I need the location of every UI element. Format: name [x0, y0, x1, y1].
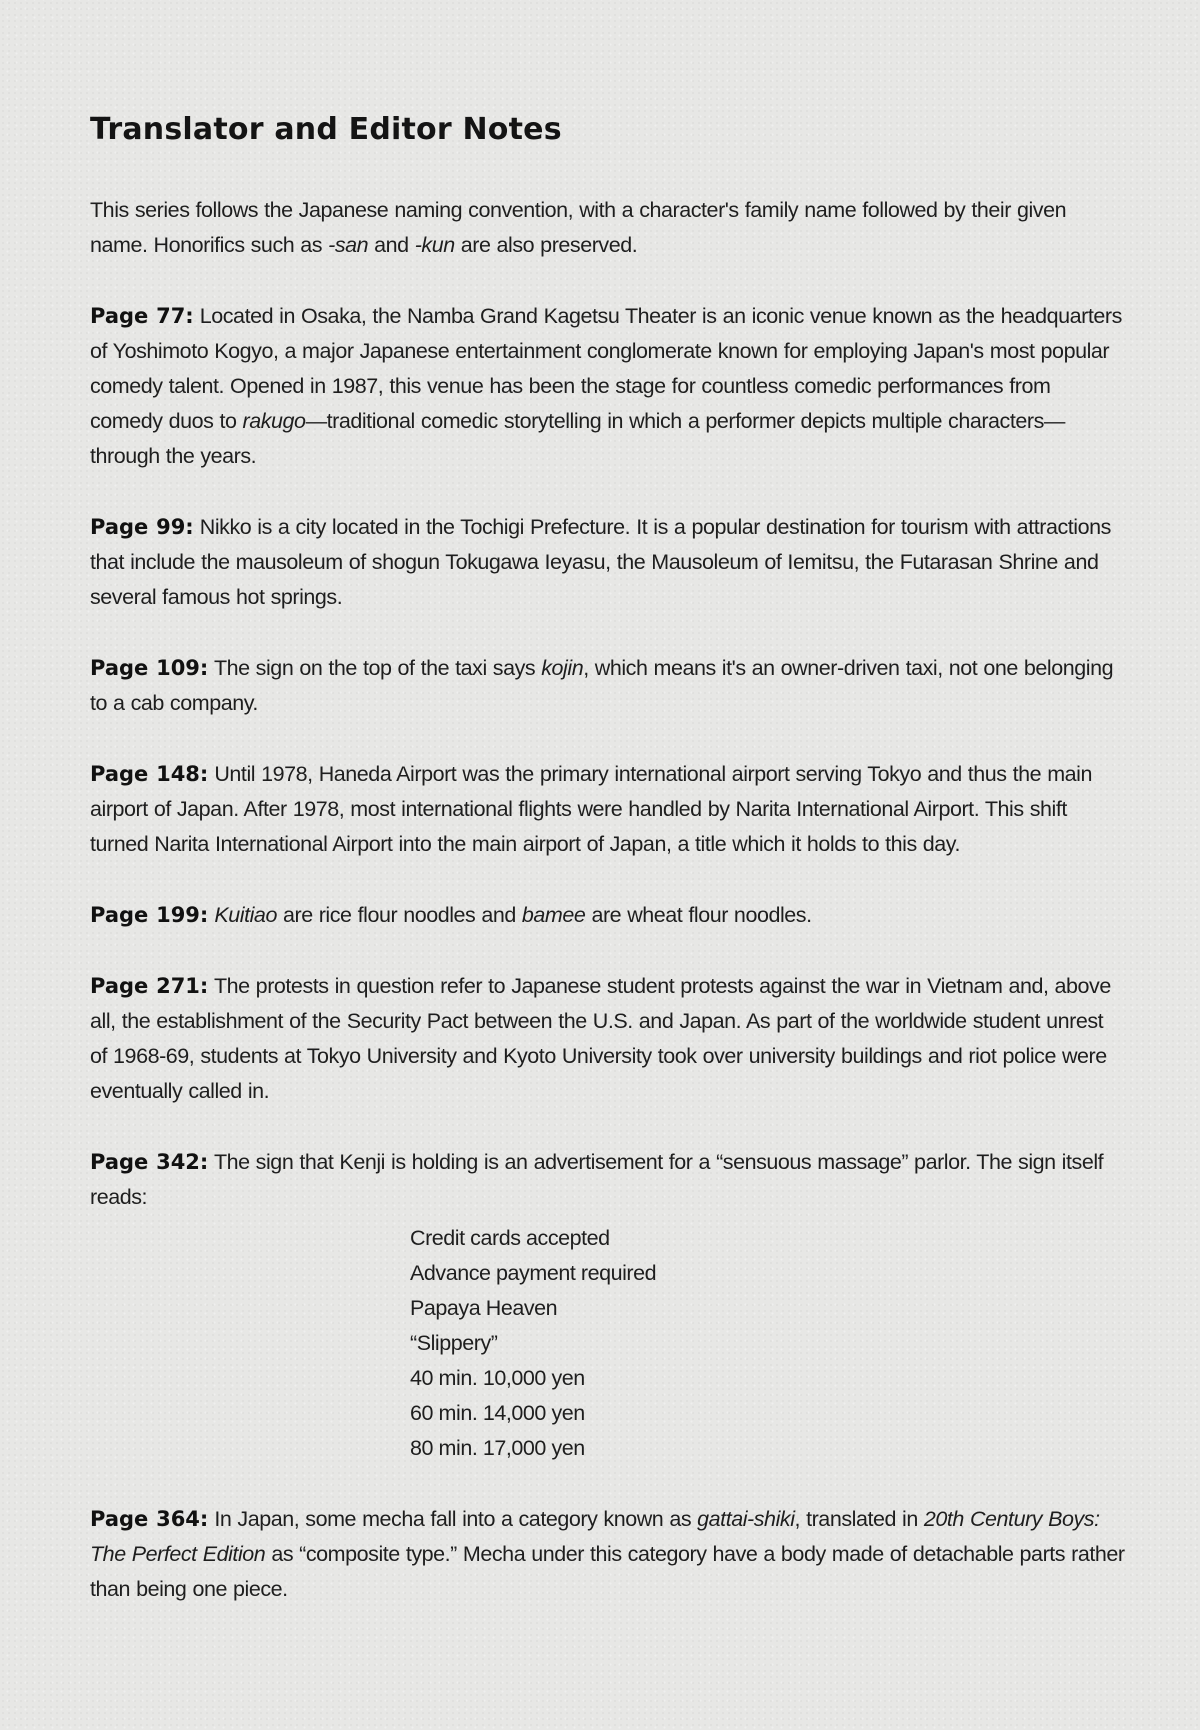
- intro-text-1: This series follows the Japanese naming convention, with a character's family name followed by their given name. Honorifics such as: [90, 198, 1067, 257]
- note-text: Nikko is a city located in the Tochigi Prefecture. It is a popular destination for tourism with attractions that include the mausoleum of shogun Tokugawa Ieyasu, the Mausoleum of Iemitsu, the Futarasan Shrine and several famous hot springs.: [90, 515, 1111, 609]
- note-text: Until 1978, Haneda Airport was the primary international airport serving Tokyo and thus the main airport of Japan. After 1978, most international flights were handled by Narita International Airport. This shift turned Narita International Airport into the main airport of Japan, a title which it holds to this day.: [90, 762, 1092, 856]
- note-text: as “composite type.” Mecha under this category have a body made of detachable parts rather than being one piece.: [90, 1542, 1125, 1601]
- note-page-342: [90, 1145, 1125, 1215]
- intro-italic-kun: -kun: [414, 233, 455, 257]
- note-text: The protests in question refer to Japanese student protests against the war in Vietnam and, above all, the establishment of the Security Pact between the U.S. and Japan. As part of the worldwide student unrest of 1968-69, students at Tokyo University and Kyoto University took over university buildings and riot police were eventually called in.: [90, 974, 1111, 1103]
- sign-line: 40 min. 10,000 yen: [410, 1366, 585, 1390]
- note-text: —traditional comedic storytelling in which a performer depicts multiple characters—through the years.: [90, 409, 1065, 468]
- note-page-99: [90, 510, 1125, 615]
- notes-page: [90, 112, 1125, 1643]
- note-page-148: [90, 757, 1125, 862]
- note-italic: kojin: [541, 656, 584, 680]
- intro-paragraph: [90, 193, 1125, 263]
- note-text: , which means it's an owner-driven taxi, not one belonging to a cab company.: [90, 656, 1114, 715]
- note-text: are wheat flour noodles.: [585, 903, 812, 927]
- note-page-271: [90, 969, 1125, 1109]
- note-text: are rice flour noodles and: [276, 903, 522, 927]
- page-ref-label: Page 271:: [90, 974, 209, 998]
- page-ref-label: Page 364:: [90, 1507, 209, 1531]
- page-ref-label: Page 109:: [90, 656, 209, 680]
- page-title: Translator and Editor Notes: [90, 112, 562, 147]
- note-page-77: [90, 299, 1125, 474]
- note-text: The sign on the top of the taxi says: [208, 656, 542, 680]
- note-page-364: [90, 1502, 1125, 1607]
- page-ref-label: Page 99:: [90, 515, 194, 539]
- note-text: Located in Osaka, the Namba Grand Kagetsu Theater is an iconic venue known as the headquarters of Yoshimoto Kogyo, a major Japanese entertainment conglomerate known for employing Japan's most popular comedy talent. Opened in 1987, this venue has been the stage for countless comedic performances from comedy duos to: [90, 304, 1122, 433]
- note-text: , translated in: [794, 1507, 924, 1531]
- intro-text-3: are also preserved.: [454, 233, 638, 257]
- note-page-109: [90, 651, 1125, 721]
- note-italic: bamee: [521, 903, 586, 927]
- page-ref-label: Page 77:: [90, 304, 194, 328]
- note-italic: gattai-shiki: [697, 1507, 795, 1531]
- page-ref-label: Page 148:: [90, 762, 209, 786]
- note-italic: 20th Century Boys: The Perfect Edition: [90, 1507, 1100, 1566]
- page-ref-label: Page 199:: [90, 903, 209, 927]
- sign-line: 60 min. 14,000 yen: [410, 1401, 585, 1425]
- intro-text-2: and: [368, 233, 415, 257]
- sign-line: 80 min. 17,000 yen: [410, 1436, 585, 1460]
- note-italic: Kuitiao: [214, 903, 277, 927]
- sign-text-list: [410, 1221, 1125, 1466]
- sign-line: “Slippery”: [410, 1331, 498, 1355]
- sign-line: Credit cards accepted: [410, 1226, 610, 1250]
- note-page-199: [90, 898, 1125, 933]
- sign-line: Advance payment required: [410, 1261, 657, 1285]
- intro-italic-san: -san: [328, 233, 369, 257]
- note-text: In Japan, some mecha fall into a category known as: [208, 1507, 698, 1531]
- sign-line: Papaya Heaven: [410, 1296, 558, 1320]
- note-text: The sign that Kenji is holding is an advertisement for a “sensuous massage” parlor. The sign itself reads:: [90, 1150, 1104, 1209]
- note-italic: rakugo: [242, 409, 306, 433]
- page-ref-label: Page 342:: [90, 1150, 209, 1174]
